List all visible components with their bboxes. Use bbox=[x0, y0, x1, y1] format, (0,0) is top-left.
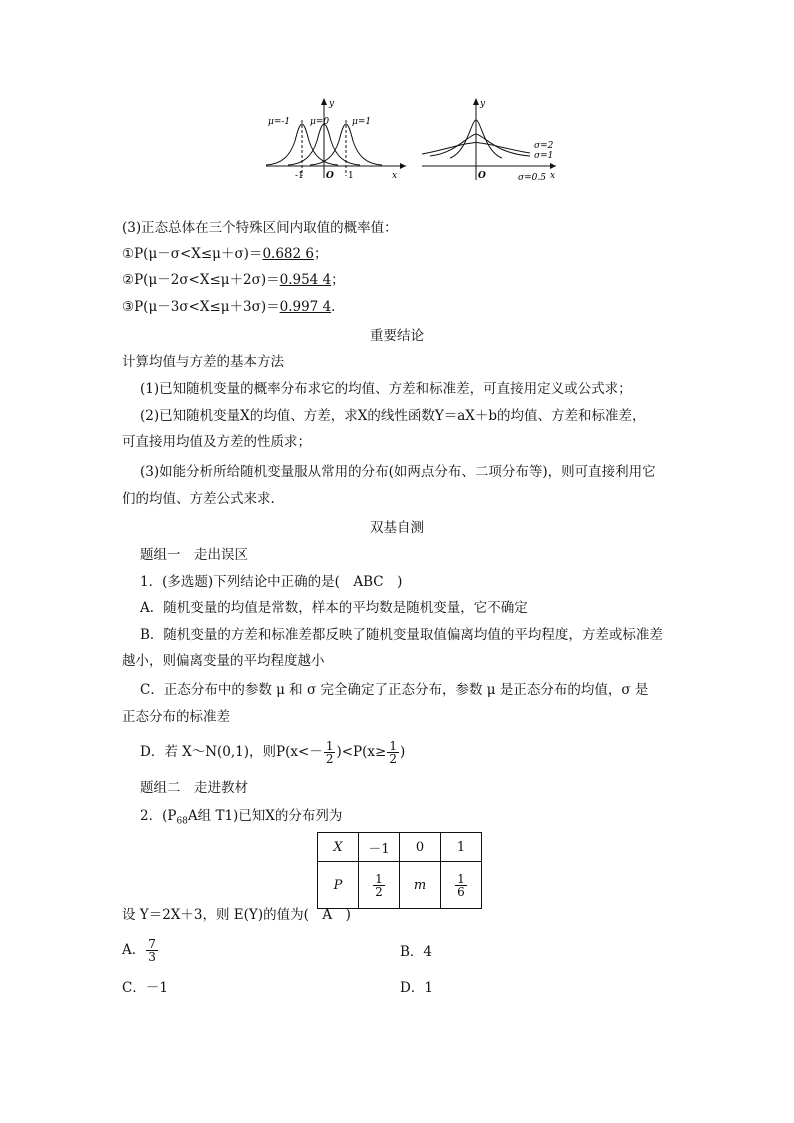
q1-option-c-line1: C．正态分布中的参数 μ 和 σ 完全确定了正态分布，参数 μ 是正态分布的均值，σ 是 bbox=[140, 682, 649, 698]
fig1-tick-neg1: -1 bbox=[295, 171, 304, 180]
question-2 bbox=[140, 806, 342, 832]
conclusion-title: 重要结论 bbox=[370, 328, 424, 344]
prob-row-2-value: 0.954 4 bbox=[279, 272, 332, 288]
fig1-label-mu-1: μ=1 bbox=[352, 117, 372, 127]
table-cell: m bbox=[400, 862, 441, 909]
q2-prefix: 2．(P bbox=[140, 808, 177, 824]
prob-row-2 bbox=[122, 270, 345, 290]
q2-a-num: 7 bbox=[148, 937, 156, 951]
q1-option-d-suffix: ) bbox=[399, 744, 406, 760]
question-1: 1．(多选题)下列结论中正确的是( ABC ) bbox=[140, 574, 403, 590]
fig2-label-sigma-05: σ=0.5 bbox=[518, 173, 546, 183]
table-cell-x-header: X bbox=[318, 833, 359, 862]
table-cell bbox=[359, 862, 400, 909]
q2-option-b: B．4 bbox=[400, 944, 433, 960]
normal-curves-mu-figure bbox=[262, 96, 408, 180]
q2-rest: A组 T1)已知X的分布列为 bbox=[187, 808, 343, 824]
prob-row-1-prefix: ①P(μ－σ<X≤μ＋σ)＝ bbox=[122, 246, 263, 262]
fig2-origin: O bbox=[478, 171, 486, 181]
fig1-label-mu-neg1: μ=-1 bbox=[268, 117, 291, 127]
prob-row-1-value: 0.682 6 bbox=[262, 246, 314, 262]
p1-den: 2 bbox=[375, 884, 383, 899]
conclusion-p3-line1: (3)如能分析所给随机变量服从常用的分布(如两点分布、二项分布等)，则可直接利用它 bbox=[140, 464, 656, 480]
fig1-y-label: y bbox=[329, 99, 335, 109]
conclusion-p2-line2: 可直接用均值及方差的性质求； bbox=[122, 434, 311, 450]
fig2-label-sigma-2: σ=2 bbox=[534, 141, 554, 151]
q1-d-frac2-num: 1 bbox=[389, 739, 397, 753]
fig2-label-sigma-1: σ=1 bbox=[534, 151, 554, 161]
group1-title: 题组一 走出误区 bbox=[140, 547, 248, 563]
p3-den: 6 bbox=[457, 884, 465, 899]
p3-num: 1 bbox=[457, 871, 465, 886]
q2-option-c: C．－1 bbox=[122, 980, 168, 996]
table-cell-p-header: P bbox=[318, 862, 359, 909]
conclusion-p2-line1: (2)已知随机变量X的均值、方差，求X的线性函数Y＝aX＋b的均值、方差和标准差， bbox=[140, 408, 646, 424]
prob-row-3-suffix: . bbox=[331, 299, 336, 315]
table-cell: 0 bbox=[400, 833, 441, 862]
conclusion-p3-line2: 们的均值、方差公式来求. bbox=[122, 491, 275, 507]
self-test-title: 双基自测 bbox=[370, 520, 424, 536]
fig1-tick-1: 1 bbox=[348, 171, 354, 180]
normal-curves-sigma-figure bbox=[420, 96, 560, 184]
q1-option-a: A．随机变量的均值是常数，样本的平均数是随机变量，它不确定 bbox=[140, 600, 528, 616]
q1-d-frac2-den: 2 bbox=[389, 752, 397, 766]
table-cell bbox=[441, 862, 482, 909]
prob-row-3 bbox=[122, 297, 335, 317]
p1-num: 1 bbox=[375, 871, 383, 886]
group2-title: 题组二 走进教材 bbox=[140, 780, 248, 796]
table-row bbox=[318, 862, 482, 909]
q1-option-b-line1: B．随机变量的方差和标准差都反映了随机变量取值偏离均值的平均程度，方差或标准差 bbox=[140, 627, 663, 643]
q1-option-c-line2: 正态分布的标准差 bbox=[122, 709, 230, 725]
q2-option-d: D．1 bbox=[400, 980, 433, 996]
conclusion-subtitle: 计算均值与方差的基本方法 bbox=[122, 354, 284, 370]
distribution-table bbox=[317, 832, 482, 909]
q1-option-d-mid: )<P(x≥ bbox=[336, 744, 387, 760]
prob-row-1 bbox=[122, 244, 327, 264]
prob-row-3-value: 0.997 4 bbox=[279, 299, 332, 315]
q2-a-den: 3 bbox=[148, 950, 156, 964]
q1-d-fraction-2 bbox=[387, 740, 399, 765]
q1-d-fraction-1 bbox=[324, 740, 336, 765]
fig1-origin: O bbox=[326, 171, 334, 180]
q2-page-sub: 68 bbox=[176, 816, 188, 827]
prob-row-3-prefix: ③P(μ－3σ<X≤μ＋3σ)＝ bbox=[122, 299, 280, 315]
conclusion-p1: (1)已知随机变量的概率分布求它的均值、方差和标准差，可直接用定义或公式求； bbox=[140, 381, 632, 397]
q2-option-a bbox=[122, 934, 159, 966]
table-cell: 1 bbox=[441, 833, 482, 862]
q1-option-b-line2: 越小，则偏离变量的平均程度越小 bbox=[122, 653, 325, 669]
fig2-y-label: y bbox=[480, 99, 486, 109]
prob-row-1-suffix: ； bbox=[313, 246, 328, 262]
q1-d-frac1-den: 2 bbox=[325, 752, 334, 766]
section3-heading: (3)正态总体在三个特殊区间内取值的概率值： bbox=[122, 220, 398, 236]
fig2-x-label: x bbox=[550, 171, 556, 181]
q1-option-d bbox=[140, 738, 405, 766]
fig1-label-mu-0: μ=0 bbox=[310, 117, 330, 127]
prob-row-2-suffix: ； bbox=[331, 272, 345, 288]
q2-stem: 设 Y＝2X＋3，则 E(Y)的值为( A ) bbox=[122, 907, 351, 923]
prob-row-2-prefix: ②P(μ－2σ<X≤μ＋2σ)＝ bbox=[122, 272, 280, 288]
q2-option-a-fraction bbox=[146, 938, 158, 963]
table-cell: －1 bbox=[359, 833, 400, 862]
q2-option-a-label: A． bbox=[122, 942, 146, 958]
fig1-x-label: x bbox=[392, 171, 398, 180]
table-row bbox=[318, 833, 482, 862]
q1-d-frac1-num: 1 bbox=[325, 739, 334, 753]
q1-option-d-prefix: D．若 X～N(0,1)，则P(x<－ bbox=[140, 744, 323, 760]
